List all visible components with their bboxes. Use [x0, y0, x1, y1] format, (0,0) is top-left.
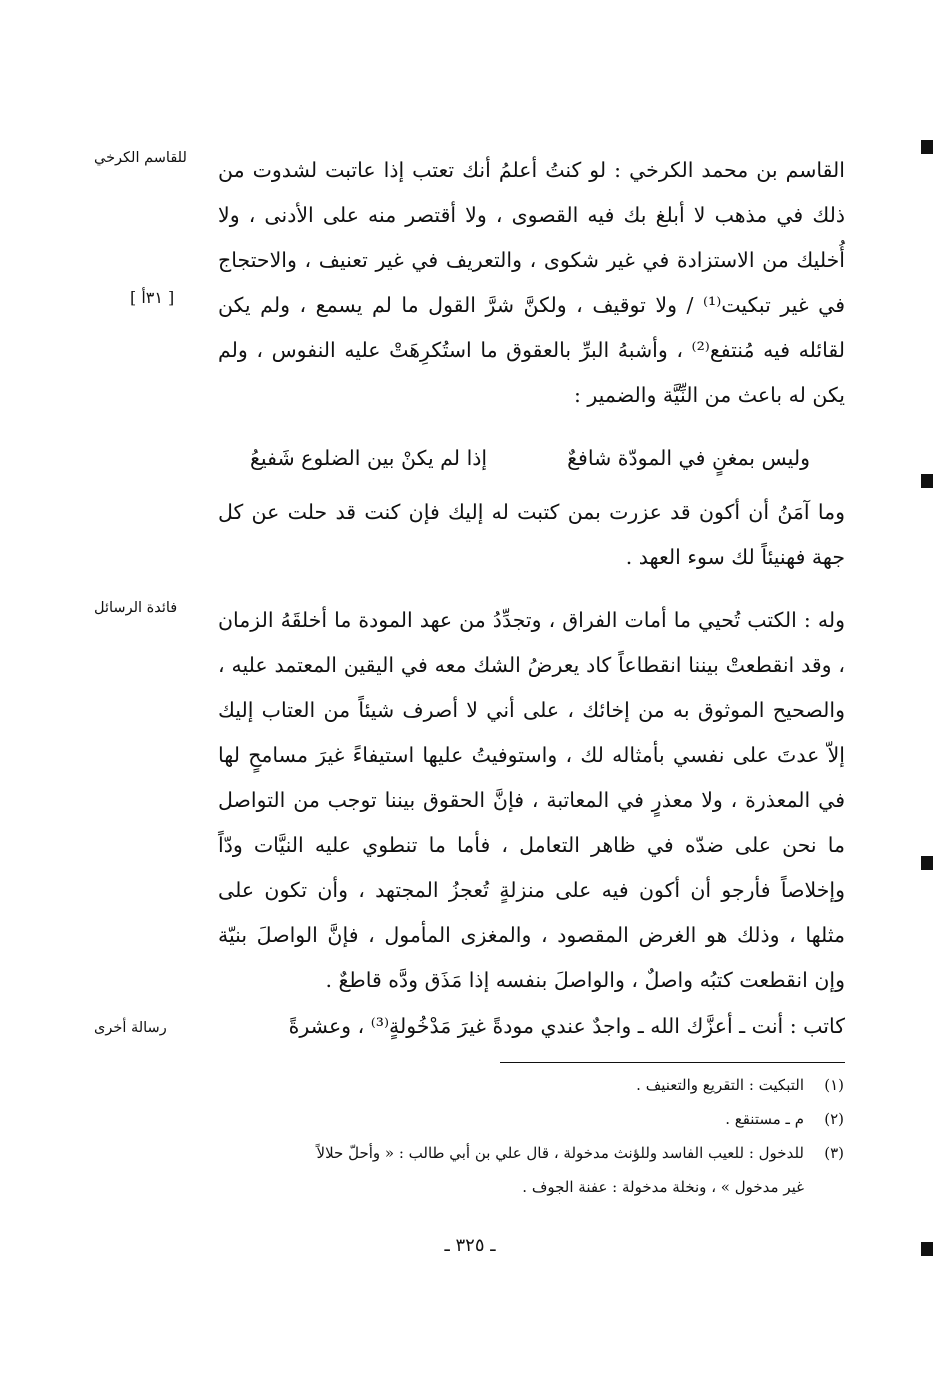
verse-first-hemistich: وليس بمغنٍ في المودّة شافعٌ	[567, 446, 810, 470]
scan-edge-mark	[921, 1242, 933, 1256]
poetry-verse	[250, 436, 810, 481]
footnote-separator	[500, 1062, 845, 1063]
margin-note-another-letter: رسالة أخرى	[94, 1020, 167, 1036]
footnote-text: التبكيت : التقريع والتعنيف .	[636, 1076, 804, 1094]
footnote-number: (٢)	[824, 1110, 844, 1128]
page-number: ـ ٣٢٥ ـ	[444, 1235, 496, 1256]
paragraph-karkhi	[218, 148, 845, 418]
footnote-text: م ـ مستنقع .	[725, 1110, 804, 1128]
footnote	[214, 1102, 844, 1136]
scan-edge-mark	[921, 140, 933, 154]
paragraph-text: وما آمَنُ أن أكون قد عزرت بمن كتبت له إليك فإن كنت قد حلت عن كل جهة فهنيئاً لك سوء العهد .	[218, 500, 845, 569]
footnote-continuation: غير مدخول » ، ونخلة مدخولة : عفنة الجوف .	[522, 1178, 804, 1196]
paragraph-text: القاسم بن محمد الكرخي : لو كنتُ أعلمُ أنك تعتب إذا عاتبت لشدوت من ذلك في مذهب لا أبلغ بك فيه القصوى ، ولا أقتصر منه على الأدنى ، ولا أُخليك من الاستزادة في غير شكوى ، والتعريف في غير تعنيف ، والاحتجاج في غير تبكيت⁽¹⁾ / ولا توقيف ، ولكنَّ شرَّ القول ما لم يسمع ، ولم يكن لقائله فيه مُنتفع⁽²⁾ ، وأشبهُ البرِّ بالعقوق ما استُكرِهَتْ عليه النفوس ، ولم يكن له باعث من النِّيَّة والضمير :	[218, 158, 845, 407]
paragraph-letters	[218, 598, 845, 1003]
manuscript-folio-marker: [ ٣١أ ]	[130, 288, 175, 307]
footnote-text: للدخول : للعيب الفاسد وللؤنث مدخولة ، قال علي بن أبي طالب : « وأحلّ حلالاً	[316, 1144, 804, 1162]
footnote	[214, 1068, 844, 1102]
margin-note-karkhi: للقاسم الكرخي	[94, 150, 187, 166]
footnote	[214, 1136, 844, 1170]
margin-note-letters-benefit: فائدة الرسائل	[94, 600, 178, 616]
paragraph-after-verse	[218, 490, 845, 580]
footnote-number: (١)	[824, 1076, 844, 1094]
paragraph-text: وله : الكتب تُحيي ما أمات الفراق ، وتجدِّدُ من عهد المودة ما أخلقَهُ الزمان ، وقد انقطعتْ بيننا انقطاعاً كاد يعرضُ الشك معه في اليقين المعتمد عليه ، والصحيح الموثوق به من إخائك ، على أني لا أصرف شيئاً من العتاب إليك إلاّ عدتَ على نفسي بأمثاله لك ، واستوفيتُ عليها استيفاءً غيرَ مسامحٍ لها في المعذرة ، ولا معذرٍ في المعاتبة ، فإنَّ الحقوق بيننا توجب من التواصل ما نحن على ضدّه في ظاهر التعامل ، فأما ما تنطوي عليه النيَّات ودّاً وإخلاصاً فأرجو أن أكون فيه على منزلةٍ تُعجزُ المجتهد ، وأن تكون على مثلها ، وذلك هو الغرض المقصود ، والمغزى المأمول ، فإنَّ الواصلَ بنيّة وإن انقطعت كتبُه واصلٌ ، والواصلَ بنفسه إذا مَذَق ودَّه قاطعٌ .	[218, 608, 845, 992]
scan-edge-mark	[921, 474, 933, 488]
scan-edge-mark	[921, 856, 933, 870]
verse-second-hemistich: إذا لم يكنْ بين الضلوع شَفيعُ	[250, 446, 488, 470]
paragraph-text: كاتب : أنت ـ أعزَّك الله ـ واجدٌ عندي مودةً غيرَ مَدْخُولةٍ⁽³⁾ ، وعشرةً	[288, 1014, 845, 1038]
paragraph-scribe	[218, 1004, 845, 1049]
footnotes	[214, 1068, 844, 1204]
footnote-number: (٣)	[824, 1144, 844, 1162]
